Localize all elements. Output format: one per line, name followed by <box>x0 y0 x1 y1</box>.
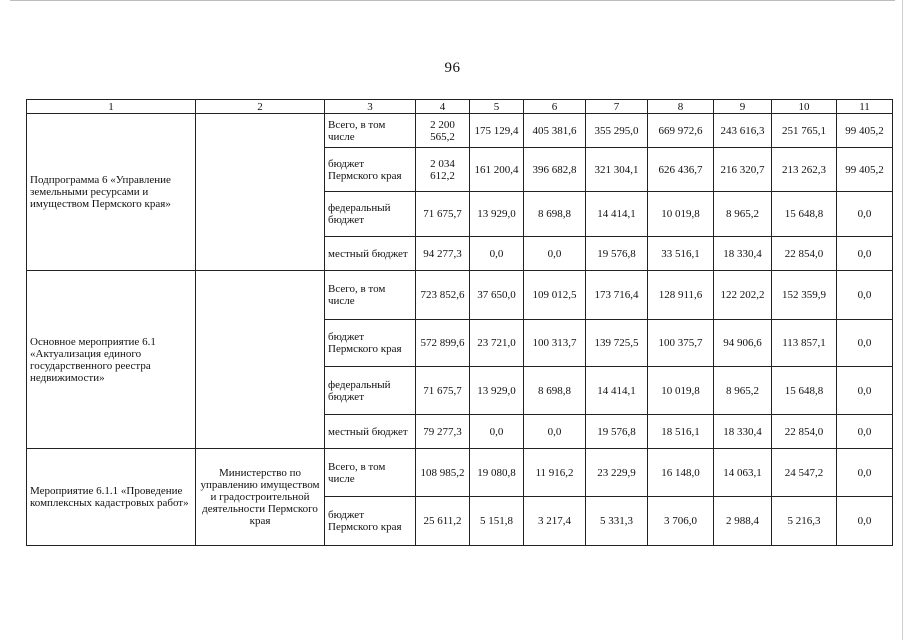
amount-cell-col-7: 14 414,1 <box>586 367 648 415</box>
amount-cell-col-6: 0,0 <box>524 415 586 449</box>
amount-cell-col-10: 251 765,1 <box>772 114 837 148</box>
amount-cell-col-4: 25 611,2 <box>416 497 470 546</box>
program-name-cell: Основное мероприятие 6.1 «Актуализация единого государственного реестра недвижимости» <box>27 271 196 449</box>
amount-cell-col-7: 14 414,1 <box>586 192 648 237</box>
amount-cell-col-8: 10 019,8 <box>648 367 714 415</box>
amount-cell-col-9: 18 330,4 <box>714 415 772 449</box>
funding-source-cell: бюджет Пермского края <box>325 148 416 192</box>
amount-cell-col-10: 22 854,0 <box>772 415 837 449</box>
amount-cell-col-4: 94 277,3 <box>416 237 470 271</box>
amount-cell-col-4: 71 675,7 <box>416 192 470 237</box>
amount-cell-col-6: 3 217,4 <box>524 497 586 546</box>
amount-cell-col-8: 626 436,7 <box>648 148 714 192</box>
amount-cell-col-7: 19 576,8 <box>586 237 648 271</box>
amount-cell-col-9: 2 988,4 <box>714 497 772 546</box>
column-header-9: 9 <box>714 100 772 114</box>
amount-cell-col-6: 100 313,7 <box>524 320 586 367</box>
amount-cell-col-9: 94 906,6 <box>714 320 772 367</box>
amount-cell-col-7: 5 331,3 <box>586 497 648 546</box>
amount-cell-col-9: 122 202,2 <box>714 271 772 320</box>
amount-cell-col-4: 572 899,6 <box>416 320 470 367</box>
amount-cell-col-10: 213 262,3 <box>772 148 837 192</box>
program-name-cell: Мероприятие 6.1.1 «Проведение комплексных кадастровых работ» <box>27 449 196 546</box>
funding-source-cell: бюджет Пермского края <box>325 320 416 367</box>
amount-cell-col-6: 8 698,8 <box>524 367 586 415</box>
column-header-6: 6 <box>524 100 586 114</box>
amount-cell-col-5: 19 080,8 <box>470 449 524 497</box>
amount-cell-col-4: 2 034 612,2 <box>416 148 470 192</box>
column-header-2: 2 <box>196 100 325 114</box>
table-row <box>27 114 893 148</box>
executor-cell: Министерство по управлению имуществом и градостроительной деятельности Пермского края <box>196 449 325 546</box>
amount-cell-col-4: 108 985,2 <box>416 449 470 497</box>
amount-cell-col-5: 161 200,4 <box>470 148 524 192</box>
amount-cell-col-7: 23 229,9 <box>586 449 648 497</box>
amount-cell-col-9: 14 063,1 <box>714 449 772 497</box>
amount-cell-col-4: 2 200 565,2 <box>416 114 470 148</box>
amount-cell-col-7: 355 295,0 <box>586 114 648 148</box>
funding-source-cell: бюджет Пермского края <box>325 497 416 546</box>
amount-cell-col-11: 0,0 <box>837 271 893 320</box>
column-header-3: 3 <box>325 100 416 114</box>
amount-cell-col-8: 669 972,6 <box>648 114 714 148</box>
header-row <box>27 100 893 114</box>
amount-cell-col-11: 99 405,2 <box>837 114 893 148</box>
funding-source-cell: федеральный бюджет <box>325 192 416 237</box>
scan-edge-right <box>902 0 903 640</box>
amount-cell-col-6: 396 682,8 <box>524 148 586 192</box>
amount-cell-col-4: 71 675,7 <box>416 367 470 415</box>
amount-cell-col-11: 0,0 <box>837 449 893 497</box>
amount-cell-col-9: 8 965,2 <box>714 367 772 415</box>
amount-cell-col-5: 0,0 <box>470 415 524 449</box>
amount-cell-col-10: 5 216,3 <box>772 497 837 546</box>
amount-cell-col-11: 0,0 <box>837 415 893 449</box>
amount-cell-col-9: 243 616,3 <box>714 114 772 148</box>
amount-cell-col-11: 99 405,2 <box>837 148 893 192</box>
page-number: 96 <box>444 60 461 76</box>
amount-cell-col-7: 173 716,4 <box>586 271 648 320</box>
amount-cell-col-8: 128 911,6 <box>648 271 714 320</box>
amount-cell-col-5: 13 929,0 <box>470 367 524 415</box>
column-header-4: 4 <box>416 100 470 114</box>
budget-table <box>26 99 893 546</box>
amount-cell-col-7: 139 725,5 <box>586 320 648 367</box>
amount-cell-col-5: 13 929,0 <box>470 192 524 237</box>
executor-cell <box>196 114 325 271</box>
funding-source-cell: Всего, в том числе <box>325 114 416 148</box>
amount-cell-col-10: 15 648,8 <box>772 192 837 237</box>
amount-cell-col-9: 216 320,7 <box>714 148 772 192</box>
amount-cell-col-11: 0,0 <box>837 192 893 237</box>
amount-cell-col-5: 5 151,8 <box>470 497 524 546</box>
executor-cell <box>196 271 325 449</box>
amount-cell-col-6: 0,0 <box>524 237 586 271</box>
column-header-5: 5 <box>470 100 524 114</box>
amount-cell-col-7: 19 576,8 <box>586 415 648 449</box>
amount-cell-col-5: 37 650,0 <box>470 271 524 320</box>
funding-source-cell: федеральный бюджет <box>325 367 416 415</box>
amount-cell-col-8: 33 516,1 <box>648 237 714 271</box>
amount-cell-col-9: 18 330,4 <box>714 237 772 271</box>
amount-cell-col-5: 0,0 <box>470 237 524 271</box>
table-header <box>27 100 893 114</box>
amount-cell-col-8: 3 706,0 <box>648 497 714 546</box>
program-name-cell: Подпрограмма 6 «Управление земельными ресурсами и имуществом Пермского края» <box>27 114 196 271</box>
amount-cell-col-8: 100 375,7 <box>648 320 714 367</box>
amount-cell-col-11: 0,0 <box>837 367 893 415</box>
amount-cell-col-10: 22 854,0 <box>772 237 837 271</box>
amount-cell-col-6: 405 381,6 <box>524 114 586 148</box>
table-row <box>27 449 893 497</box>
scan-edge-top <box>10 0 895 1</box>
funding-source-cell: местный бюджет <box>325 415 416 449</box>
amount-cell-col-4: 723 852,6 <box>416 271 470 320</box>
amount-cell-col-10: 113 857,1 <box>772 320 837 367</box>
table-body <box>27 114 893 546</box>
funding-source-cell: местный бюджет <box>325 237 416 271</box>
column-header-10: 10 <box>772 100 837 114</box>
amount-cell-col-10: 15 648,8 <box>772 367 837 415</box>
amount-cell-col-11: 0,0 <box>837 237 893 271</box>
column-header-11: 11 <box>837 100 893 114</box>
amount-cell-col-11: 0,0 <box>837 497 893 546</box>
amount-cell-col-4: 79 277,3 <box>416 415 470 449</box>
amount-cell-col-9: 8 965,2 <box>714 192 772 237</box>
amount-cell-col-6: 8 698,8 <box>524 192 586 237</box>
amount-cell-col-6: 11 916,2 <box>524 449 586 497</box>
amount-cell-col-10: 24 547,2 <box>772 449 837 497</box>
column-header-8: 8 <box>648 100 714 114</box>
column-header-7: 7 <box>586 100 648 114</box>
amount-cell-col-10: 152 359,9 <box>772 271 837 320</box>
amount-cell-col-7: 321 304,1 <box>586 148 648 192</box>
column-header-1: 1 <box>27 100 196 114</box>
amount-cell-col-8: 18 516,1 <box>648 415 714 449</box>
amount-cell-col-11: 0,0 <box>837 320 893 367</box>
funding-source-cell: Всего, в том числе <box>325 449 416 497</box>
table-row <box>27 271 893 320</box>
amount-cell-col-5: 175 129,4 <box>470 114 524 148</box>
amount-cell-col-5: 23 721,0 <box>470 320 524 367</box>
amount-cell-col-8: 16 148,0 <box>648 449 714 497</box>
amount-cell-col-8: 10 019,8 <box>648 192 714 237</box>
amount-cell-col-6: 109 012,5 <box>524 271 586 320</box>
funding-source-cell: Всего, в том числе <box>325 271 416 320</box>
